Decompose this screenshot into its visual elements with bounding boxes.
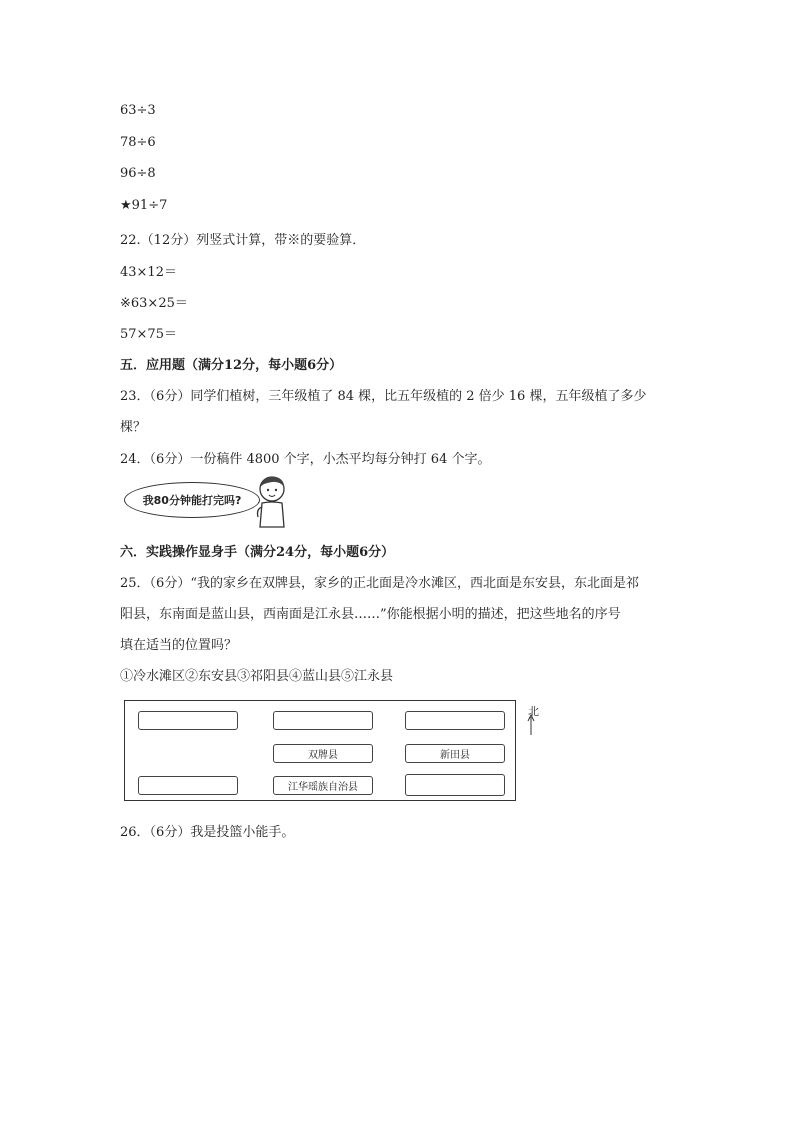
speech-bubble-text: 我80分钟能打完吗? (142, 494, 242, 507)
q23-line-2: 棵？ (120, 420, 147, 435)
q26-text: 26．（6分）我是投篮小能手。 (120, 825, 295, 840)
calc-item-2: 78÷6 (120, 135, 156, 150)
q22-title: 22.（12分）列竖式计算，带※的要验算． (120, 233, 366, 248)
q22-item-3: 57×75＝ (120, 327, 177, 342)
direction-map (124, 700, 516, 801)
speech-bubble (124, 482, 260, 518)
map-south-label: 江华瑶族自治县 (288, 782, 358, 793)
map-box-southwest[interactable] (138, 776, 238, 795)
map-box-northwest[interactable] (138, 711, 238, 730)
q25-line-1: 25．（6分）“我的家乡在双牌县，家乡的正北面是冷水滩区，西北面是东安县，东北面是祁 (120, 576, 639, 591)
q24-text: 24．（6分）一份稿件 4800 个字，小杰平均每分钟打 64 个字。 (120, 452, 491, 467)
q25-line-3: 填在适当的位置吗？ (120, 638, 238, 653)
map-box-south (273, 776, 373, 795)
map-box-north[interactable] (273, 711, 373, 730)
map-east-label: 新田县 (440, 750, 470, 761)
map-box-east (405, 744, 505, 763)
student-illustration (250, 473, 290, 529)
north-label: 北 (528, 705, 539, 718)
map-box-northeast[interactable] (405, 711, 505, 730)
map-box-southeast[interactable] (405, 774, 505, 796)
q23-line-1: 23．（6分）同学们植树，三年级植了 84 棵，比五年级植的 2 倍少 16 棵，五年级植了多少 (120, 389, 647, 404)
calc-item-1: 63÷3 (120, 103, 156, 118)
q25-line-2: 阳县，东南面是蓝山县，西南面是江永县……”你能根据小明的描述，把这些地名的序号 (120, 607, 621, 622)
q25-options: ①冷水滩区②东安县③祁阳县④蓝山县⑤江永县 (120, 669, 394, 684)
q22-item-1: 43×12＝ (120, 265, 177, 280)
map-box-center (273, 744, 373, 763)
section-6-heading: 六．实践操作显身手（满分24分，每小题6分） (120, 545, 395, 560)
q22-item-2: ※63×25＝ (120, 296, 188, 311)
calc-item-4: ★91÷7 (120, 198, 168, 213)
section-5-heading: 五．应用题（满分12分，每小题6分） (120, 358, 343, 373)
calc-item-3: 96÷8 (120, 166, 156, 181)
map-center-label: 双牌县 (308, 750, 338, 761)
north-arrow-icon (526, 703, 542, 735)
